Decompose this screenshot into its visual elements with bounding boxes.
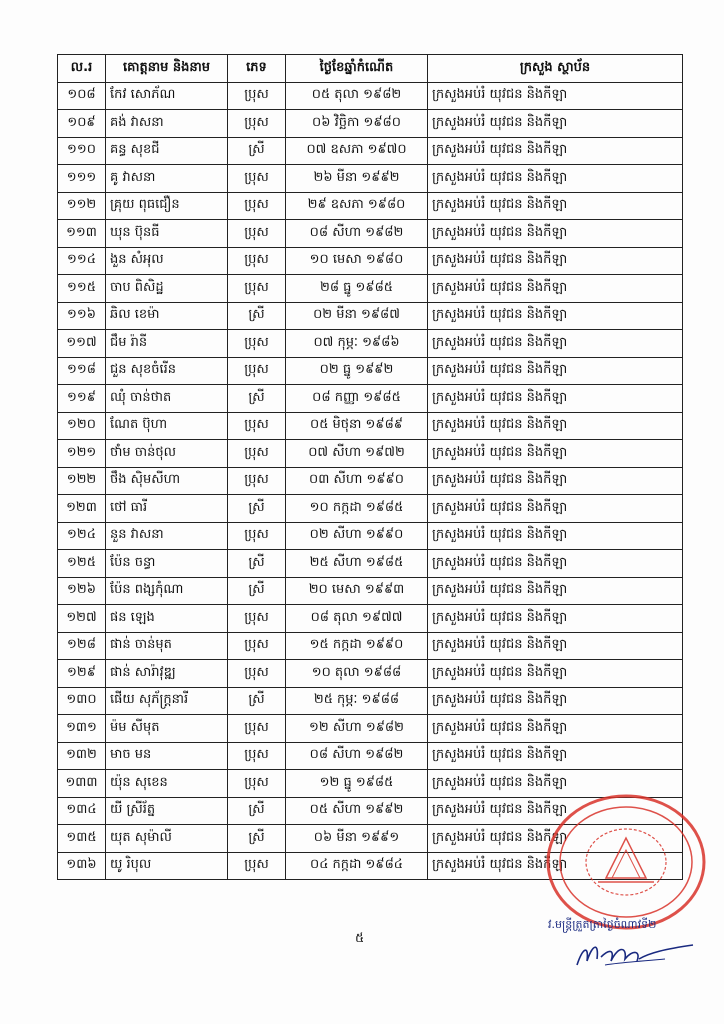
table-row (58, 687, 683, 715)
full-name-cell: ថៅ ធារី (106, 495, 228, 523)
row-number: ១១៧ (58, 330, 106, 358)
ministry-cell: ក្រសួងអប់រំ យុវជន និងកីឡា (428, 192, 683, 220)
full-name-cell: ប៉ែន ចន្ធា (106, 550, 228, 578)
header-sex: ភេទ (228, 55, 286, 83)
table-row (58, 165, 683, 193)
sex-cell: ប្រុស (228, 165, 286, 193)
table-row (58, 192, 683, 220)
row-number: ១១៤ (58, 247, 106, 275)
full-name-cell: ជួន សុខចំរើន (106, 357, 228, 385)
date-of-birth-cell: ២៦ មីនា ១៩៩២ (286, 165, 428, 193)
row-number: ១២៤ (58, 522, 106, 550)
ministry-cell: ក្រសួងអប់រំ យុវជន និងកីឡា (428, 302, 683, 330)
row-number: ១១១ (58, 165, 106, 193)
row-number: ១១៣ (58, 220, 106, 248)
ministry-cell: ក្រសួងអប់រំ យុវជន និងកីឡា (428, 825, 683, 853)
date-of-birth-cell: ១២ សីហា ១៩៨២ (286, 715, 428, 743)
row-number: ១១៨ (58, 357, 106, 385)
row-number: ១៣០ (58, 687, 106, 715)
full-name-cell: ឃុន ប៊ុនធី (106, 220, 228, 248)
sex-cell: ប្រុស (228, 110, 286, 138)
sex-cell: ប្រុស (228, 440, 286, 468)
row-number: ១២៥ (58, 550, 106, 578)
sex-cell: ប្រុស (228, 632, 286, 660)
full-name-cell: យូ រិបុល (106, 852, 228, 880)
full-name-cell: ប៉ែន ពង្សកុំណា (106, 577, 228, 605)
sex-cell: ស្រី (228, 385, 286, 413)
date-of-birth-cell: ០៨ កញ្ញា ១៩៨៥ (286, 385, 428, 413)
table-row (58, 495, 683, 523)
sex-cell: ស្រី (228, 797, 286, 825)
full-name-cell: ថឹង ស៊ិមសីហា (106, 467, 228, 495)
row-number: ១៣៣ (58, 770, 106, 798)
sex-cell: ស្រី (228, 825, 286, 853)
table-header-row (58, 55, 683, 83)
full-name-cell: យី ស្រីរ័ត្ន (106, 797, 228, 825)
full-name-cell: ជឹម រ៉ានី (106, 330, 228, 358)
date-of-birth-cell: ០៥ សីហា ១៩៩២ (286, 797, 428, 825)
full-name-cell: ផើយ សុភ័ក្ត្រនារី (106, 687, 228, 715)
table-row (58, 742, 683, 770)
table-row (58, 660, 683, 688)
row-number: ១១៦ (58, 302, 106, 330)
table-row (58, 550, 683, 578)
sex-cell: ស្រី (228, 687, 286, 715)
row-number: ១២២ (58, 467, 106, 495)
full-name-cell: កែវ សោភ័ណ (106, 82, 228, 110)
ministry-cell: ក្រសួងអប់រំ យុវជន និងកីឡា (428, 467, 683, 495)
ministry-cell: ក្រសួងអប់រំ យុវជន និងកីឡា (428, 742, 683, 770)
sex-cell: ប្រុស (228, 82, 286, 110)
table-row (58, 715, 683, 743)
handwritten-signature (575, 935, 695, 970)
date-of-birth-cell: ១០ កក្កដា ១៩៨៥ (286, 495, 428, 523)
date-of-birth-cell: ០៨ សីហា ១៩៨២ (286, 220, 428, 248)
header-no: ល.រ (58, 55, 106, 83)
row-number: ១១៥ (58, 275, 106, 303)
header-dob: ថ្ងៃខែឆ្នាំកំណើត (286, 55, 428, 83)
table-row (58, 275, 683, 303)
table-body (58, 82, 683, 880)
row-number: ១១០ (58, 137, 106, 165)
full-name-cell: យ៉ុន សុខេន (106, 770, 228, 798)
date-of-birth-cell: ០៧ កុម្ភៈ ១៩៨៦ (286, 330, 428, 358)
sex-cell: ប្រុស (228, 275, 286, 303)
sex-cell: ស្រី (228, 577, 286, 605)
ministry-cell: ក្រសួងអប់រំ យុវជន និងកីឡា (428, 385, 683, 413)
seal-caption: វ.មន្ត្រីត្រួតត្រាថ្ងៃចំណាវទី២ (548, 918, 657, 931)
ministry-cell: ក្រសួងអប់រំ យុវជន និងកីឡា (428, 412, 683, 440)
table-row (58, 467, 683, 495)
ministry-cell: ក្រសួងអប់រំ យុវជន និងកីឡា (428, 220, 683, 248)
date-of-birth-cell: ០៤ កក្កដា ១៩៨៤ (286, 852, 428, 880)
table-row (58, 330, 683, 358)
table-row (58, 440, 683, 468)
date-of-birth-cell: ០៦ វិច្ឆិកា ១៩៨០ (286, 110, 428, 138)
ministry-cell: ក្រសួងអប់រំ យុវជន និងកីឡា (428, 110, 683, 138)
full-name-cell: មាច មន (106, 742, 228, 770)
sex-cell: ប្រុស (228, 330, 286, 358)
row-number: ១១២ (58, 192, 106, 220)
sex-cell: ប្រុស (228, 522, 286, 550)
sex-cell: ប្រុស (228, 412, 286, 440)
sex-cell: ប្រុស (228, 220, 286, 248)
header-name: គោត្តនាម និងនាម (106, 55, 228, 83)
full-name-cell: ឆិល ខេម៉ា (106, 302, 228, 330)
page-number: ៥ (355, 931, 365, 946)
row-number: ១០៩ (58, 110, 106, 138)
date-of-birth-cell: ២០ មេសា ១៩៩៣ (286, 577, 428, 605)
ministry-cell: ក្រសួងអប់រំ យុវជន និងកីឡា (428, 550, 683, 578)
full-name-cell: ម៉ម សីមុត (106, 715, 228, 743)
full-name-cell: ផាន់ សារ៉ាវុឌ្ឍ (106, 660, 228, 688)
table-row (58, 632, 683, 660)
row-number: ១២៩ (58, 660, 106, 688)
ministry-cell: ក្រសួងអប់រំ យុវជន និងកីឡា (428, 165, 683, 193)
sex-cell: ប្រុស (228, 660, 286, 688)
row-number: ១២៣ (58, 495, 106, 523)
ministry-cell: ក្រសួងអប់រំ យុវជន និងកីឡា (428, 82, 683, 110)
table-row (58, 247, 683, 275)
sex-cell: ស្រី (228, 495, 286, 523)
row-number: ១៣២ (58, 742, 106, 770)
date-of-birth-cell: ០៧ សីហា ១៩៧២ (286, 440, 428, 468)
ministry-cell: ក្រសួងអប់រំ យុវជន និងកីឡា (428, 247, 683, 275)
ministry-cell: ក្រសួងអប់រំ យុវជន និងកីឡា (428, 852, 683, 880)
ministry-cell: ក្រសួងអប់រំ យុវជន និងកីឡា (428, 137, 683, 165)
sex-cell: ប្រុស (228, 192, 286, 220)
table-row (58, 577, 683, 605)
full-name-cell: នួន វាសនា (106, 522, 228, 550)
sex-cell: ស្រី (228, 550, 286, 578)
table-row (58, 302, 683, 330)
date-of-birth-cell: ០៨ សីហា ១៩៨២ (286, 742, 428, 770)
ministry-cell: ក្រសួងអប់រំ យុវជន និងកីឡា (428, 275, 683, 303)
date-of-birth-cell: ០៣ សីហា ១៩៩០ (286, 467, 428, 495)
row-number: ១០៨ (58, 82, 106, 110)
table-row (58, 137, 683, 165)
full-name-cell: ចាប ពិសិដ្ឋ (106, 275, 228, 303)
full-name-cell: ឈុំ ចាន់ថាត (106, 385, 228, 413)
row-number: ១២៧ (58, 605, 106, 633)
date-of-birth-cell: ០២ មីនា ១៩៨៧ (286, 302, 428, 330)
ministry-cell: ក្រសួងអប់រំ យុវជន និងកីឡា (428, 687, 683, 715)
ministry-cell: ក្រសួងអប់រំ យុវជន និងកីឡា (428, 495, 683, 523)
date-of-birth-cell: ១០ តុលា ១៩៨៨ (286, 660, 428, 688)
full-name-cell: ណែត ប៊ុហា (106, 412, 228, 440)
date-of-birth-cell: ២៥ សីហា ១៩៨៥ (286, 550, 428, 578)
sex-cell: ប្រុស (228, 742, 286, 770)
roster-table (57, 54, 683, 880)
row-number: ១២០ (58, 412, 106, 440)
date-of-birth-cell: ២៨ ធ្នូ ១៩៨៥ (286, 275, 428, 303)
sex-cell: ប្រុស (228, 852, 286, 880)
table-row (58, 412, 683, 440)
ministry-cell: ក្រសួងអប់រំ យុវជន និងកីឡា (428, 660, 683, 688)
row-number: ១៣៥ (58, 825, 106, 853)
full-name-cell: គង់ វាសនា (106, 110, 228, 138)
row-number: ១២៦ (58, 577, 106, 605)
ministry-cell: ក្រសួងអប់រំ យុវជន និងកីឡា (428, 632, 683, 660)
sex-cell: ប្រុស (228, 247, 286, 275)
table-row (58, 220, 683, 248)
ministry-cell: ក្រសួងអប់រំ យុវជន និងកីឡា (428, 440, 683, 468)
ministry-cell: ក្រសួងអប់រំ យុវជន និងកីឡា (428, 522, 683, 550)
sex-cell: ប្រុស (228, 467, 286, 495)
table-row (58, 110, 683, 138)
full-name-cell: ថាំម ចាន់ថុល (106, 440, 228, 468)
table-row (58, 385, 683, 413)
date-of-birth-cell: ០៥ តុលា ១៩៨២ (286, 82, 428, 110)
header-ministry: ក្រសួង ស្ថាប័ន (428, 55, 683, 83)
full-name-cell: ផន ឡេង (106, 605, 228, 633)
full-name-cell: ផាន់ ចាន់មុត (106, 632, 228, 660)
row-number: ១២១ (58, 440, 106, 468)
ministry-cell: ក្រសួងអប់រំ យុវជន និងកីឡា (428, 770, 683, 798)
sex-cell: ប្រុស (228, 357, 286, 385)
ministry-cell: ក្រសួងអប់រំ យុវជន និងកីឡា (428, 797, 683, 825)
row-number: ១១៩ (58, 385, 106, 413)
sex-cell: ប្រុស (228, 605, 286, 633)
table-row (58, 522, 683, 550)
sex-cell: ប្រុស (228, 715, 286, 743)
date-of-birth-cell: ០២ សីហា ១៩៩០ (286, 522, 428, 550)
ministry-cell: ក្រសួងអប់រំ យុវជន និងកីឡា (428, 715, 683, 743)
full-name-cell: ងួន សំអុល (106, 247, 228, 275)
row-number: ១២៨ (58, 632, 106, 660)
date-of-birth-cell: ១០ មេសា ១៩៨០ (286, 247, 428, 275)
table-row (58, 605, 683, 633)
date-of-birth-cell: ០២ ធ្នូ ១៩៩២ (286, 357, 428, 385)
sex-cell: ស្រី (228, 302, 286, 330)
date-of-birth-cell: ១៥ កក្កដា ១៩៩០ (286, 632, 428, 660)
date-of-birth-cell: ០៦ មីនា ១៩៩១ (286, 825, 428, 853)
row-number: ១៣១ (58, 715, 106, 743)
full-name-cell: គន្ធ សុខជី (106, 137, 228, 165)
date-of-birth-cell: ២៩ ឧសភា ១៩៨០ (286, 192, 428, 220)
sex-cell: ស្រី (228, 137, 286, 165)
ministry-cell: ក្រសួងអប់រំ យុវជន និងកីឡា (428, 357, 683, 385)
sex-cell: ប្រុស (228, 770, 286, 798)
ministry-cell: ក្រសួងអប់រំ យុវជន និងកីឡា (428, 330, 683, 358)
date-of-birth-cell: ០៨ តុលា ១៩៧៧ (286, 605, 428, 633)
full-name-cell: គ្រុយ ពុធជឿន (106, 192, 228, 220)
date-of-birth-cell: ១២ ធ្នូ ១៩៨៥ (286, 770, 428, 798)
ministry-cell: ក្រសួងអប់រំ យុវជន និងកីឡា (428, 605, 683, 633)
full-name-cell: យុត សុម៉ាលី (106, 825, 228, 853)
table-row (58, 82, 683, 110)
row-number: ១៣៦ (58, 852, 106, 880)
date-of-birth-cell: ០៧ ឧសភា ១៩៧០ (286, 137, 428, 165)
table-row (58, 357, 683, 385)
date-of-birth-cell: ២៥ កុម្ភៈ ១៩៨៨ (286, 687, 428, 715)
row-number: ១៣៤ (58, 797, 106, 825)
full-name-cell: គូ វាសនា (106, 165, 228, 193)
ministry-cell: ក្រសួងអប់រំ យុវជន និងកីឡា (428, 577, 683, 605)
date-of-birth-cell: ០៥ មិថុនា ១៩៨៩ (286, 412, 428, 440)
